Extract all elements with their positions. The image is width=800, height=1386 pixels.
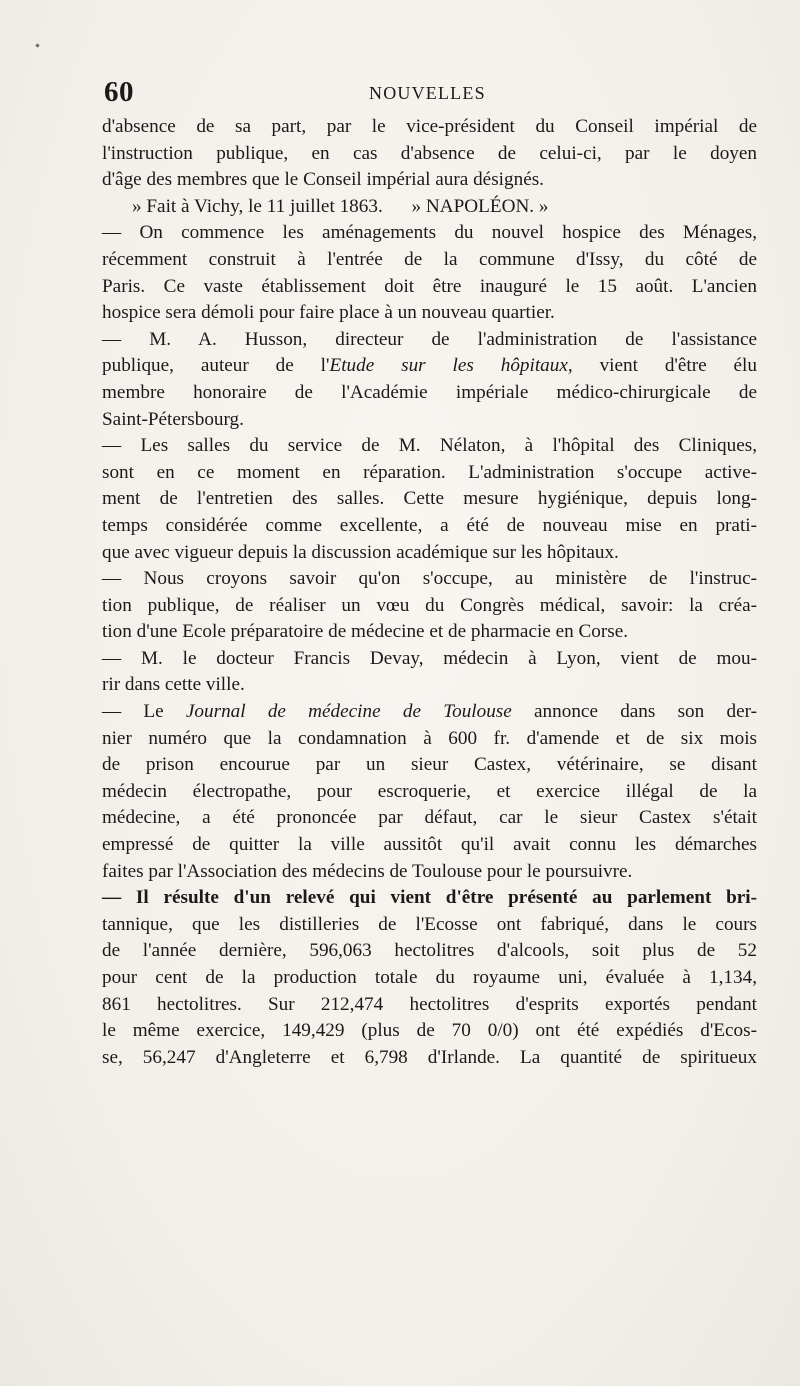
decree-signature-line: » Fait à Vichy, le 11 juillet 1863. » NAPOLÉON. » — [132, 195, 549, 217]
text-line: d'âge des membres que le Conseil impérial aura désignés. — [102, 169, 544, 191]
text-line: d'absence de sa part, par le vice-président du Conseil impérial de — [102, 116, 757, 137]
text-line: sont en ce moment en réparation. L'administration s'occupe active- — [102, 461, 757, 483]
text-segment: publique, auteur de l' — [102, 355, 330, 377]
article-body — [102, 114, 757, 1071]
text-line: — On commence les aménagements du nouvel hospice des Ménages, — [102, 222, 757, 244]
scan-speck — [35, 43, 39, 47]
book-title: Etude sur les hôpitaux, — [329, 355, 573, 377]
text-line: — Il résulte d'un relevé qui vient d'être présenté au parlement bri- — [102, 887, 757, 909]
running-head: NOUVELLES — [369, 83, 486, 103]
text-line: l'instruction publique, en cas d'absence de celui-ci, par le doyen — [102, 142, 757, 164]
text-line: ment de l'entretien des salles. Cette mesure hygiénique, depuis long- — [102, 488, 757, 510]
text-line: empressé de quitter la ville aussitôt qu'il avait connu les démarches — [102, 834, 757, 856]
journal-title: Journal de médecine de Toulouse — [185, 701, 512, 723]
text-line: Saint-Pétersbourg. — [102, 408, 244, 430]
text-line: membre honoraire de l'Académie impériale médico-chirurgicale de — [102, 381, 757, 403]
text-line: nier numéro que la condamnation à 600 fr. d'amende et de six mois — [102, 727, 757, 749]
text-line-with-title — [102, 353, 757, 380]
text-line: se, 56,247 d'Angleterre et 6,798 d'Irlande. La quantité de spiritueux — [102, 1046, 757, 1068]
text-line: hospice sera démoli pour faire place à un nouveau quartier. — [102, 302, 555, 324]
text-line: faites par l'Association des médecins de Toulouse pour le poursuivre. — [102, 860, 633, 882]
text-line: 861 hectolitres. Sur 212,474 hectolitres d'esprits exportés pendant — [102, 993, 757, 1015]
page-header — [104, 76, 744, 112]
text-line: récemment construit à l'entrée de la commune d'Issy, du côté de — [102, 248, 757, 270]
text-line: tion d'une Ecole préparatoire de médecine et de pharmacie en Corse. — [102, 621, 629, 643]
text-segment: vient d'être élu — [572, 355, 757, 377]
text-line-with-title — [102, 699, 757, 726]
text-line: Paris. Ce vaste établissement doit être inauguré le 15 août. L'ancien — [102, 275, 757, 297]
text-line: tannique, que les distilleries de l'Ecosse ont fabriqué, dans le cours — [102, 913, 757, 935]
text-line: médecine, a été prononcée par défaut, car le sieur Castex s'était — [102, 807, 757, 829]
text-line: tion publique, de réaliser un vœu du Congrès médical, savoir: la créa- — [102, 594, 757, 616]
text-line: médecin électropathe, pour escroquerie, et exercice illégal de la — [102, 780, 757, 802]
page-number: 60 — [104, 76, 134, 108]
text-line: que avec vigueur depuis la discussion académique sur les hôpitaux. — [102, 541, 619, 563]
text-line: de l'année dernière, 596,063 hectolitres d'alcools, soit plus de 52 — [102, 940, 757, 962]
text-line: temps considérée comme excellente, a été de nouveau mise en prati- — [102, 514, 757, 536]
text-line: — Nous croyons savoir qu'on s'occupe, au ministère de l'instruc- — [102, 568, 757, 590]
text-line: — M. le docteur Francis Devay, médecin à Lyon, vient de mou- — [102, 647, 757, 669]
text-line: de prison encourue par un sieur Castex, vétérinaire, se disant — [102, 754, 757, 776]
text-segment: — Le — [102, 701, 186, 723]
text-line: — M. A. Husson, directeur de l'administration de l'assistance — [102, 328, 757, 350]
text-line: pour cent de la production totale du royaume uni, évaluée à 1,134, — [102, 967, 757, 988]
text-line: — Les salles du service de M. Nélaton, à l'hôpital des Cliniques, — [102, 435, 757, 457]
text-line: rir dans cette ville. — [102, 674, 245, 696]
text-line: le même exercice, 149,429 (plus de 70 0/0) ont été expédiés d'Ecos- — [102, 1020, 757, 1042]
text-segment: annonce dans son der- — [511, 701, 757, 723]
